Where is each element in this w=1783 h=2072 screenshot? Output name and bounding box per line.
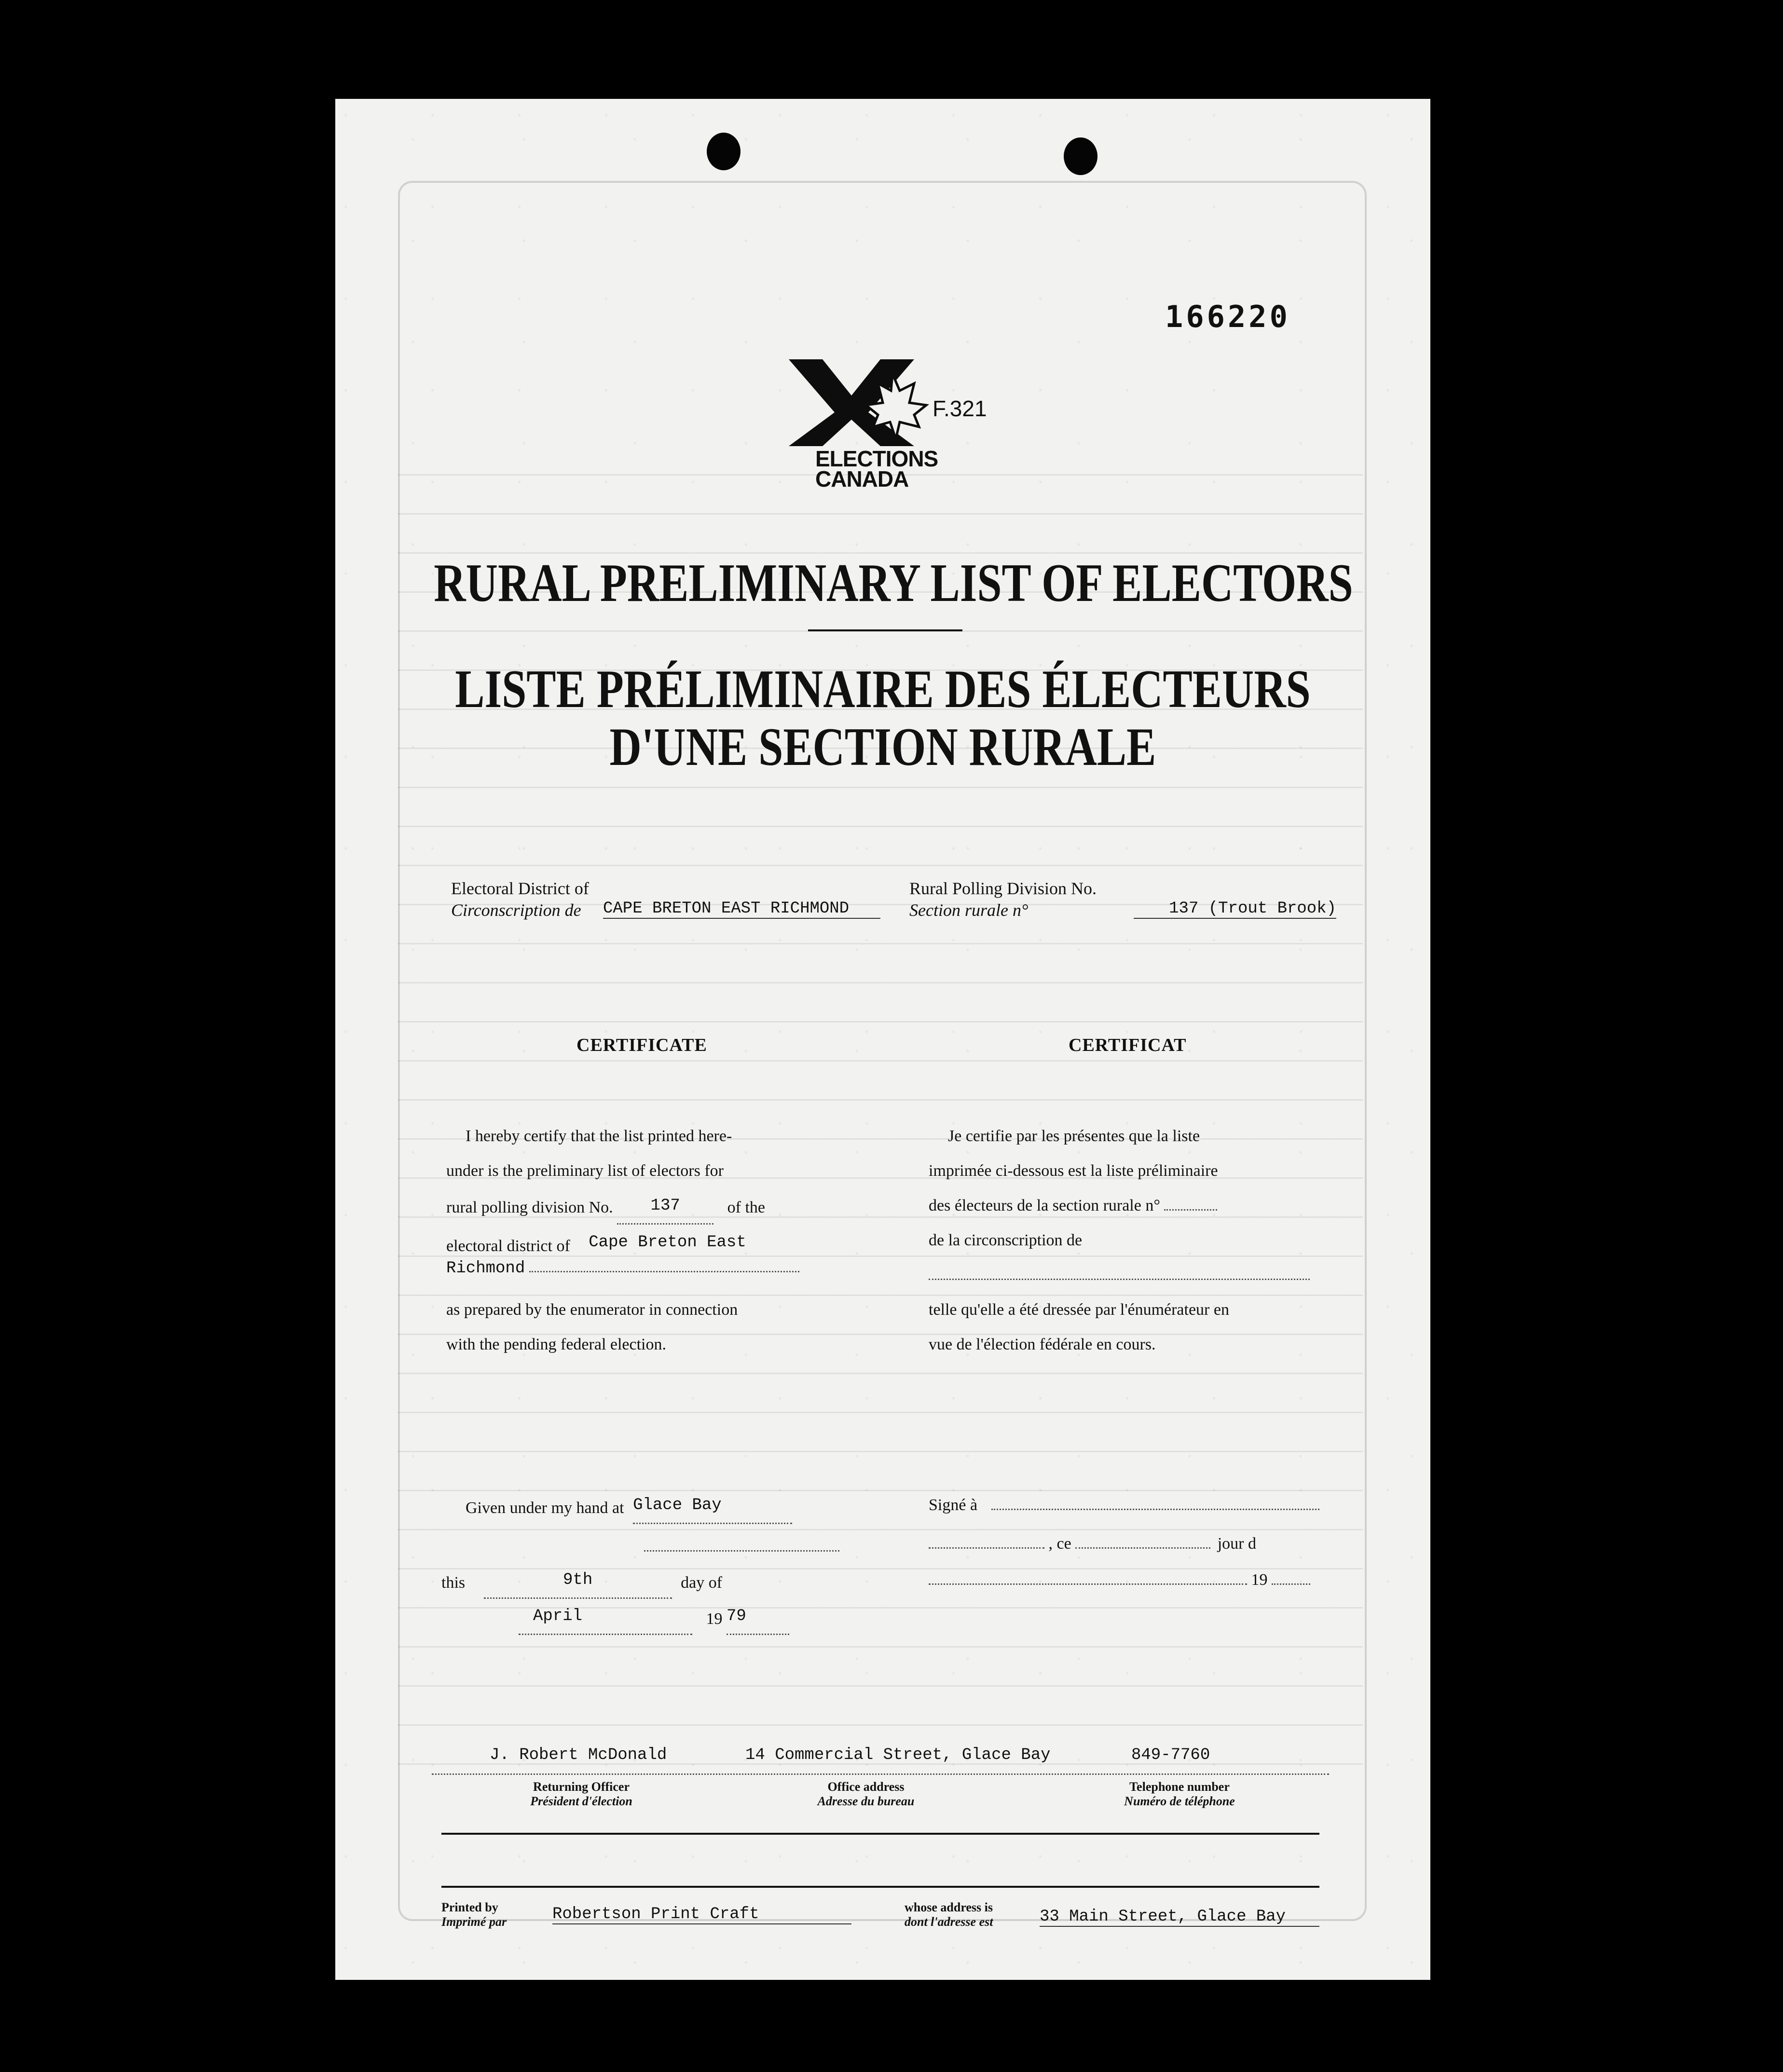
day-of-label: day of — [681, 1574, 723, 1592]
printer-address: 33 Main Street, Glace Bay — [1040, 1908, 1319, 1927]
cert-fr-line5-dots — [929, 1259, 1310, 1280]
district-value: CAPE BRETON EAST RICHMOND — [603, 900, 880, 919]
title-divider — [808, 629, 962, 631]
title-french-line1: LISTE PRÉLIMINAIRE DES ÉLECTEURS — [455, 659, 1311, 719]
this-label: this — [441, 1574, 466, 1592]
form-number: F.321 — [933, 396, 987, 421]
cert-fr-line7: vue de l'élection fédérale en cours. — [929, 1336, 1156, 1353]
officer-address: 14 Commercial Street, Glace Bay — [745, 1746, 1051, 1764]
printed-by-label-fr: Imprimé par — [441, 1915, 507, 1929]
logo-text-canada: CANADA — [815, 466, 909, 491]
district-label-fr: Circonscription de — [451, 900, 581, 920]
cert-fr-line2: imprimée ci-dessous est la liste préliminaire — [929, 1162, 1218, 1180]
ce-jour-row — [929, 1527, 1256, 1561]
punch-hole-right — [1064, 137, 1097, 175]
cert-en-district-value: Cape Breton East — [589, 1233, 746, 1252]
ce-dots — [929, 1533, 1044, 1549]
day-value: 9th — [484, 1563, 672, 1599]
logo-text-elections: ELECTIONS — [815, 446, 938, 471]
cert-en-line4-a: electoral district of — [446, 1237, 570, 1255]
month-value: April — [519, 1599, 692, 1635]
officer-name-caption-fr: Président d'élection — [530, 1794, 632, 1808]
fr-month-dots — [929, 1569, 1247, 1585]
fr-year-row — [929, 1563, 1310, 1597]
jour-dots — [1075, 1533, 1210, 1549]
officer-phone: 849-7760 — [1131, 1746, 1210, 1764]
fr-year-dots — [1272, 1569, 1310, 1585]
ce-label: , ce — [1048, 1535, 1071, 1553]
cert-en-line1-text: I hereby certify that the list printed here- — [466, 1127, 732, 1145]
certificate-heading-en: CERTIFICATE — [576, 1035, 707, 1055]
cert-en-polling-no: 137 — [617, 1188, 713, 1225]
jour-label: jour d — [1217, 1535, 1256, 1553]
signe-dots — [991, 1494, 1319, 1510]
cert-fr-line3-dots — [1164, 1195, 1217, 1211]
phone-caption-en: Telephone number — [1129, 1780, 1230, 1794]
cert-fr-line6: telle qu'elle a été dressée par l'énumérateur en — [929, 1301, 1229, 1319]
printed-by-label-en: Printed by — [441, 1900, 498, 1914]
cert-en-line3-a: rural polling division No. — [446, 1199, 613, 1216]
cert-en-line6: as prepared by the enumerator in connection — [446, 1301, 738, 1319]
document-sheet — [335, 99, 1430, 1980]
office-address-caption — [794, 1780, 938, 1809]
officer-name-caption — [509, 1780, 654, 1809]
cert-en-district-value-2: Richmond — [446, 1259, 525, 1278]
year-value: 79 — [727, 1599, 789, 1635]
bottom-rule-1 — [441, 1833, 1319, 1835]
cert-en-line1 — [446, 1119, 847, 1154]
cert-en-line5 — [446, 1250, 847, 1279]
polling-label-en: Rural Polling Division No. — [909, 879, 1097, 898]
officer-name-caption-en: Returning Officer — [533, 1780, 630, 1794]
punch-hole-left — [707, 133, 741, 170]
phone-caption-fr: Numéro de téléphone — [1124, 1794, 1235, 1808]
title-french-line2: D'UNE SECTION RURALE — [609, 717, 1156, 777]
month-year-row — [519, 1599, 789, 1636]
cert-fr-line4 — [929, 1223, 1348, 1258]
cert-en-line2: under is the preliminary list of electors for — [446, 1162, 724, 1180]
elections-canada-logo — [769, 354, 962, 499]
officer-line — [432, 1772, 1329, 1775]
cert-fr-line5 — [929, 1258, 1348, 1293]
phone-caption — [1093, 1780, 1266, 1809]
given-row — [466, 1488, 792, 1526]
polling-value: 137 (Trout Brook) — [1134, 900, 1336, 919]
certificate-text-fr — [929, 1119, 1348, 1362]
cert-en-line5-dots — [529, 1252, 799, 1272]
given-place: Glace Bay — [633, 1488, 792, 1524]
cert-fr-line3 — [929, 1188, 1348, 1223]
district-label-en: Electoral District of — [451, 879, 589, 898]
printed-by-label — [441, 1900, 507, 1929]
printer-address-label-fr: dont l'adresse est — [905, 1915, 993, 1929]
given-line-2 — [644, 1548, 839, 1552]
cert-en-line7: with the pending federal election. — [446, 1336, 666, 1353]
title-english: RURAL PRELIMINARY LIST OF ELECTORS — [434, 553, 1353, 613]
officer-name: J. Robert McDonald — [490, 1746, 667, 1764]
printer-address-label — [905, 1900, 993, 1929]
certificate-text-en — [446, 1119, 847, 1362]
cert-fr-line3-text: des électeurs de la section rurale n° — [929, 1197, 1160, 1214]
serial-number: 166220 — [1165, 299, 1290, 334]
signe-label: Signé à — [929, 1496, 978, 1514]
printer-address-label-en: whose address is — [905, 1900, 993, 1914]
cert-en-line3 — [446, 1188, 847, 1225]
certificate-heading-fr: CERTIFICAT — [1069, 1035, 1187, 1055]
office-address-caption-fr: Adresse du bureau — [817, 1794, 915, 1808]
year-prefix-en: 19 — [706, 1610, 723, 1628]
printer-name: Robertson Print Craft — [552, 1905, 851, 1924]
office-address-caption-en: Office address — [827, 1780, 905, 1794]
this-day-row — [441, 1563, 722, 1600]
cert-en-line3-b: of the — [727, 1199, 766, 1216]
cert-fr-line4-text: de la circonscription de — [929, 1231, 1083, 1249]
signe-row — [929, 1488, 1319, 1523]
cert-fr-line1: Je certifie par les présentes que la liste — [948, 1127, 1200, 1145]
given-label: Given under my hand at — [466, 1499, 624, 1517]
bottom-rule-2 — [441, 1886, 1319, 1888]
year-prefix-fr: 19 — [1251, 1571, 1268, 1589]
polling-label-fr: Section rurale n° — [909, 900, 1029, 920]
